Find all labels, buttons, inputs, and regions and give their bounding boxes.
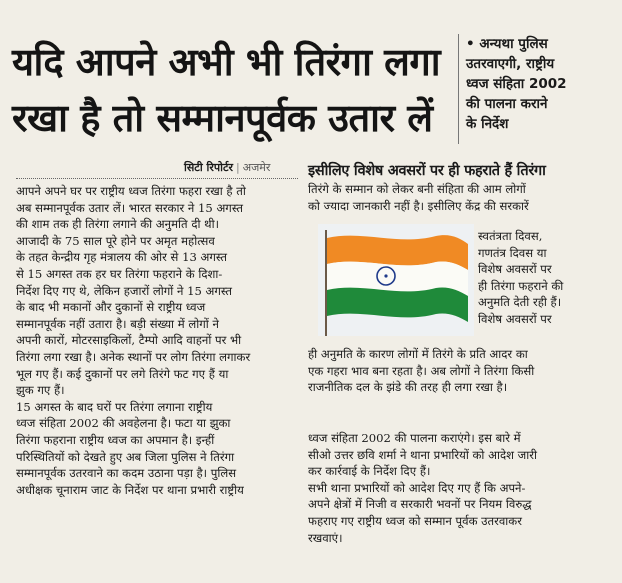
indian-flag-photo	[318, 224, 474, 336]
body-line: भूल गए हैं। कई दुकानों पर लगे तिरंगे फट गए हैं या	[16, 366, 229, 381]
sidebar-point: ध्वज संहिता 2002	[466, 76, 567, 92]
body-line: रखवाएं।	[308, 530, 343, 545]
body-line: अब सम्मानपूर्वक उतार लें। भारत सरकार ने 15 अगस्त	[16, 200, 243, 215]
body-line: अपने क्षेत्रों में निजी व सरकारी भवनों पर नियम विरुद्ध	[308, 497, 532, 512]
right-top-text	[308, 181, 614, 214]
headline	[12, 34, 452, 146]
body-line: सभी थाना प्रभारियों को आदेश दिए गए हैं कि अपने-	[308, 480, 526, 495]
headline-line-2: रखा है तो सम्मानपूर्वक उतार लें	[12, 96, 433, 140]
body-line: स्वतंत्रता दिवस,	[478, 229, 543, 243]
body-line: के तहत केन्द्रीय गृह मंत्रालय की ओर से 13 अगस्त	[16, 250, 228, 265]
body-line: सीओ उत्तर छवि शर्मा ने थाना प्रभारियों को आदेश जारी	[308, 447, 538, 462]
right-subhead: इसीलिए विशेष अवसरों पर ही फहराते हैं तिरंगा	[308, 163, 546, 179]
indian-flag-icon	[318, 224, 474, 336]
byline-rule	[16, 178, 298, 179]
right-narrow-text	[478, 228, 618, 328]
body-line: को ज्यादा जानकारी नहीं है। इसीलिए केंद्र की सरकारें	[308, 198, 529, 213]
byline	[184, 160, 270, 175]
body-line: ध्वज संहिता 2002 की पालना कराएंगे। इस बारे में	[308, 431, 521, 445]
body-line: ही तिरंगा फहराने की	[478, 278, 564, 293]
headline-line-1: यदि आपने अभी भी तिरंगा लगा	[12, 40, 441, 84]
byline-place: अजमेर	[242, 161, 271, 174]
body-line: गणतंत्र दिवस या	[478, 245, 547, 260]
body-line: परिस्थितियों को देखते हुए अब जिला पुलिस ने तिरंगा	[16, 449, 235, 464]
body-line: अनुमति देती रही हैं।	[478, 295, 562, 310]
right-bottom-text	[308, 430, 614, 546]
sidebar-point: • अन्यथा पुलिस	[466, 36, 548, 52]
body-line: अधीक्षक चूनाराम जाट के निर्देश पर थाना प्रभारी राष्ट्रीय	[16, 482, 244, 497]
body-line: कर कार्रवाई के निर्देश दिए हैं।	[308, 464, 431, 479]
headline-divider	[458, 34, 459, 144]
body-line: ध्वज संहिता 2002 की अवहेलना है। फटा या झुका	[16, 416, 231, 431]
body-line: तिरंगा फहराना राष्ट्रीय ध्वज का अपमान है। इन्हीं	[16, 432, 215, 447]
body-line: की शाम तक ही तिरंगा लगाने की अनुमति दी थी।	[16, 217, 219, 232]
body-line: 15 अगस्त के बाद घरों पर तिरंगा लगाना राष्ट्रीय	[16, 399, 213, 414]
right-mid-text	[308, 346, 614, 396]
byline-separator: |	[236, 161, 240, 174]
sidebar-highlights	[466, 34, 616, 134]
sidebar-point: के निर्देश	[466, 116, 509, 132]
body-line: आजादी के 75 साल पूरे होने पर अमृत महोत्सव	[16, 233, 215, 248]
body-line: विशेष अवसरों पर	[478, 262, 552, 277]
body-line: विशेष अवसरों पर	[478, 311, 552, 326]
body-line: एक गहरा भाव बना रहता है। अब लोगों ने तिरंगा किसी	[308, 363, 535, 378]
body-line: सम्मानपूर्वक नहीं उतारा है। बड़ी संख्या में लोगों ने	[16, 316, 219, 331]
body-line: सम्मानपूर्वक उतरवाने का कदम उठाना पड़ा है। पुलिस	[16, 466, 237, 481]
body-line: झुक गए हैं।	[16, 383, 65, 398]
byline-reporter: सिटी रिपोर्टर	[184, 161, 233, 174]
left-column	[16, 183, 302, 498]
body-line: तिरंगा लगा रखा है। अनेक स्थानों पर लोग तिरंगा लगाकर	[16, 349, 251, 364]
body-line: के बाद भी मकानों और दुकानों से राष्ट्रीय ध्वज	[16, 300, 206, 315]
chakra-hub	[384, 274, 387, 277]
body-line: तिरंगे के सम्मान को लेकर बनी संहिता की आम लोगों	[308, 182, 526, 196]
body-line: अपनी कारों, मोटरसाइकिलों, टैम्पो आदि वाहनों पर भी	[16, 333, 242, 348]
sidebar-point: की पालना कराने	[466, 96, 548, 112]
body-line: ही अनुमति के कारण लोगों में तिरंगे के प्रति आदर का	[308, 347, 528, 361]
body-line: राजनीतिक दल के झंडे की तरह ही लगा रखा है।	[308, 380, 508, 395]
body-line: आपने अपने घर पर राष्ट्रीय ध्वज तिरंगा फहरा रखा है तो	[16, 184, 246, 198]
body-line: फहराए गए राष्ट्रीय ध्वज को सम्मान पूर्वक उतरवाकर	[308, 513, 522, 528]
sidebar-point: उतरवाएगी, राष्ट्रीय	[466, 56, 555, 72]
body-line: से 15 अगस्त तक हर घर तिरंगा फहराने के दिशा-	[16, 266, 223, 281]
body-line: निर्देश दिए गए थे, लेकिन हजारों लोगों ने 15 अगस्त	[16, 283, 233, 298]
